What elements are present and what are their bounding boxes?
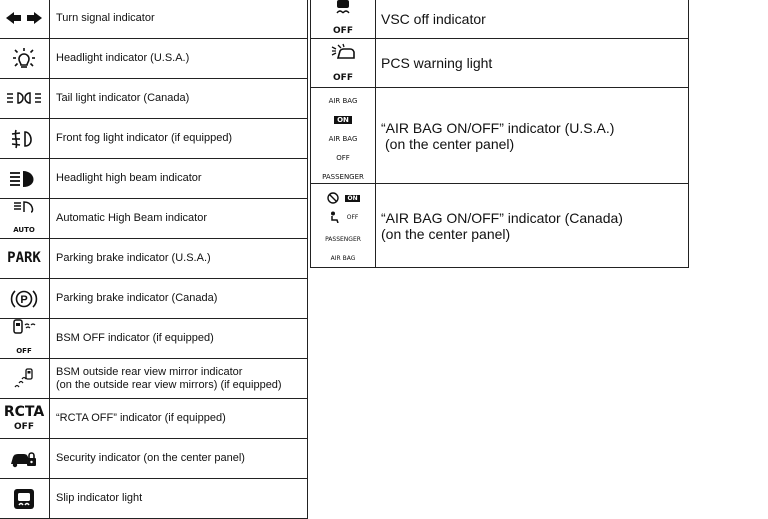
slip-indicator-icon (13, 488, 35, 510)
row-text: Turn signal indicator (50, 0, 308, 39)
table-row (0, 399, 308, 439)
bsm-mirror-icon (11, 367, 37, 391)
table-row (0, 159, 308, 199)
turn-signal-icon (6, 11, 42, 25)
right-indicator-table (310, 0, 689, 268)
icon-cell (0, 119, 50, 159)
row-text (376, 184, 689, 268)
table-row (0, 0, 308, 39)
row-text: Automatic High Beam indicator (50, 199, 308, 239)
off-label: OFF (16, 347, 32, 355)
airbag-off-label: OFF (346, 213, 359, 221)
table-row (0, 79, 308, 119)
passenger-label: PASSENGER (325, 235, 361, 243)
airbag-off-label: OFF (336, 154, 350, 162)
table-row (0, 319, 308, 359)
icon-cell (0, 359, 50, 399)
table-row (0, 239, 308, 279)
icon-cell (0, 279, 50, 319)
icon-cell (311, 88, 376, 184)
tail-light-icon (6, 90, 42, 106)
pcs-warning-icon (330, 42, 356, 85)
row-text: Security indicator (on the center panel) (50, 439, 308, 479)
rcta-label: RCTA (3, 403, 45, 420)
rcta-off-icon (4, 405, 44, 433)
icon-cell (0, 0, 50, 39)
vsc-off-icon (333, 0, 353, 38)
table-row (311, 184, 689, 268)
icon-cell (311, 39, 376, 88)
icon-cell (0, 79, 50, 119)
row-text (50, 359, 308, 399)
table-row (0, 199, 308, 239)
row-text-line2: (on the center panel) (385, 135, 515, 152)
park-text-icon: PARK (7, 249, 41, 266)
high-beam-icon (9, 169, 39, 189)
security-icon (10, 449, 38, 469)
pcs-off-label: OFF (333, 72, 353, 83)
icon-cell (311, 0, 376, 39)
row-text (376, 88, 689, 184)
airbag-usa-icon (322, 88, 364, 183)
row-text-line1: “AIR BAG ON/OFF” indicator (Canada) (381, 209, 623, 226)
table-row (311, 88, 689, 184)
table-row (311, 39, 689, 88)
parking-brake-circle-icon (10, 288, 38, 310)
row-text: Tail light indicator (Canada) (50, 79, 308, 119)
table-row (0, 279, 308, 319)
icon-cell (0, 399, 50, 439)
row-text: PCS warning light (376, 39, 689, 88)
icon-cell (0, 319, 50, 359)
table-row (311, 0, 689, 39)
airbag-prohibited-icon (326, 192, 340, 204)
icon-cell (311, 184, 376, 268)
airbag-canada-icon (325, 188, 361, 264)
auto-label: AUTO (13, 226, 35, 234)
airbag-label: AIR BAG (328, 97, 358, 105)
icon-cell (0, 159, 50, 199)
table-row (0, 479, 308, 519)
row-text: BSM OFF indicator (if equipped) (50, 319, 308, 359)
row-text: VSC off indicator (376, 0, 689, 39)
airbag-label: AIR BAG (330, 254, 356, 262)
left-indicator-table (0, 0, 308, 519)
front-fog-light-icon (11, 129, 37, 149)
row-text-line1: BSM outside rear view mirror indicator (56, 365, 243, 378)
vsc-off-label: OFF (333, 26, 353, 36)
row-text: Parking brake indicator (Canada) (50, 279, 308, 319)
icon-cell (0, 439, 50, 479)
bsm-off-icon (11, 319, 37, 358)
row-text: Front fog light indicator (if equipped) (50, 119, 308, 159)
icon-cell (0, 479, 50, 519)
row-text-line1: “AIR BAG ON/OFF” indicator (U.S.A.) (381, 119, 615, 136)
table-row (0, 119, 308, 159)
table-row (0, 359, 308, 399)
airbag-on-badge: ON (334, 116, 352, 124)
row-text-line2: (on the center panel) (381, 225, 511, 242)
icon-cell (0, 39, 50, 79)
headlight-indicator-icon (10, 47, 38, 71)
passenger-label: PASSENGER (322, 173, 364, 181)
svg-text:P: P (20, 293, 28, 306)
icon-cell (0, 239, 50, 279)
table-row (0, 439, 308, 479)
row-text: Slip indicator light (50, 479, 308, 519)
rcta-off-label: OFF (14, 421, 34, 432)
airbag-on-badge: ON (347, 194, 358, 202)
table-row (0, 39, 308, 79)
icon-cell (0, 199, 50, 239)
airbag-label-2: AIR BAG (328, 135, 358, 143)
row-text: “RCTA OFF” indicator (if equipped) (50, 399, 308, 439)
row-text: Headlight indicator (U.S.A.) (50, 39, 308, 79)
row-text: Headlight high beam indicator (50, 159, 308, 199)
seated-passenger-icon (328, 211, 342, 223)
row-text-line2: (on the outside rear view mirrors) (if equipped) (56, 378, 282, 391)
row-text: Parking brake indicator (U.S.A.) (50, 239, 308, 279)
auto-high-beam-icon (11, 200, 37, 237)
